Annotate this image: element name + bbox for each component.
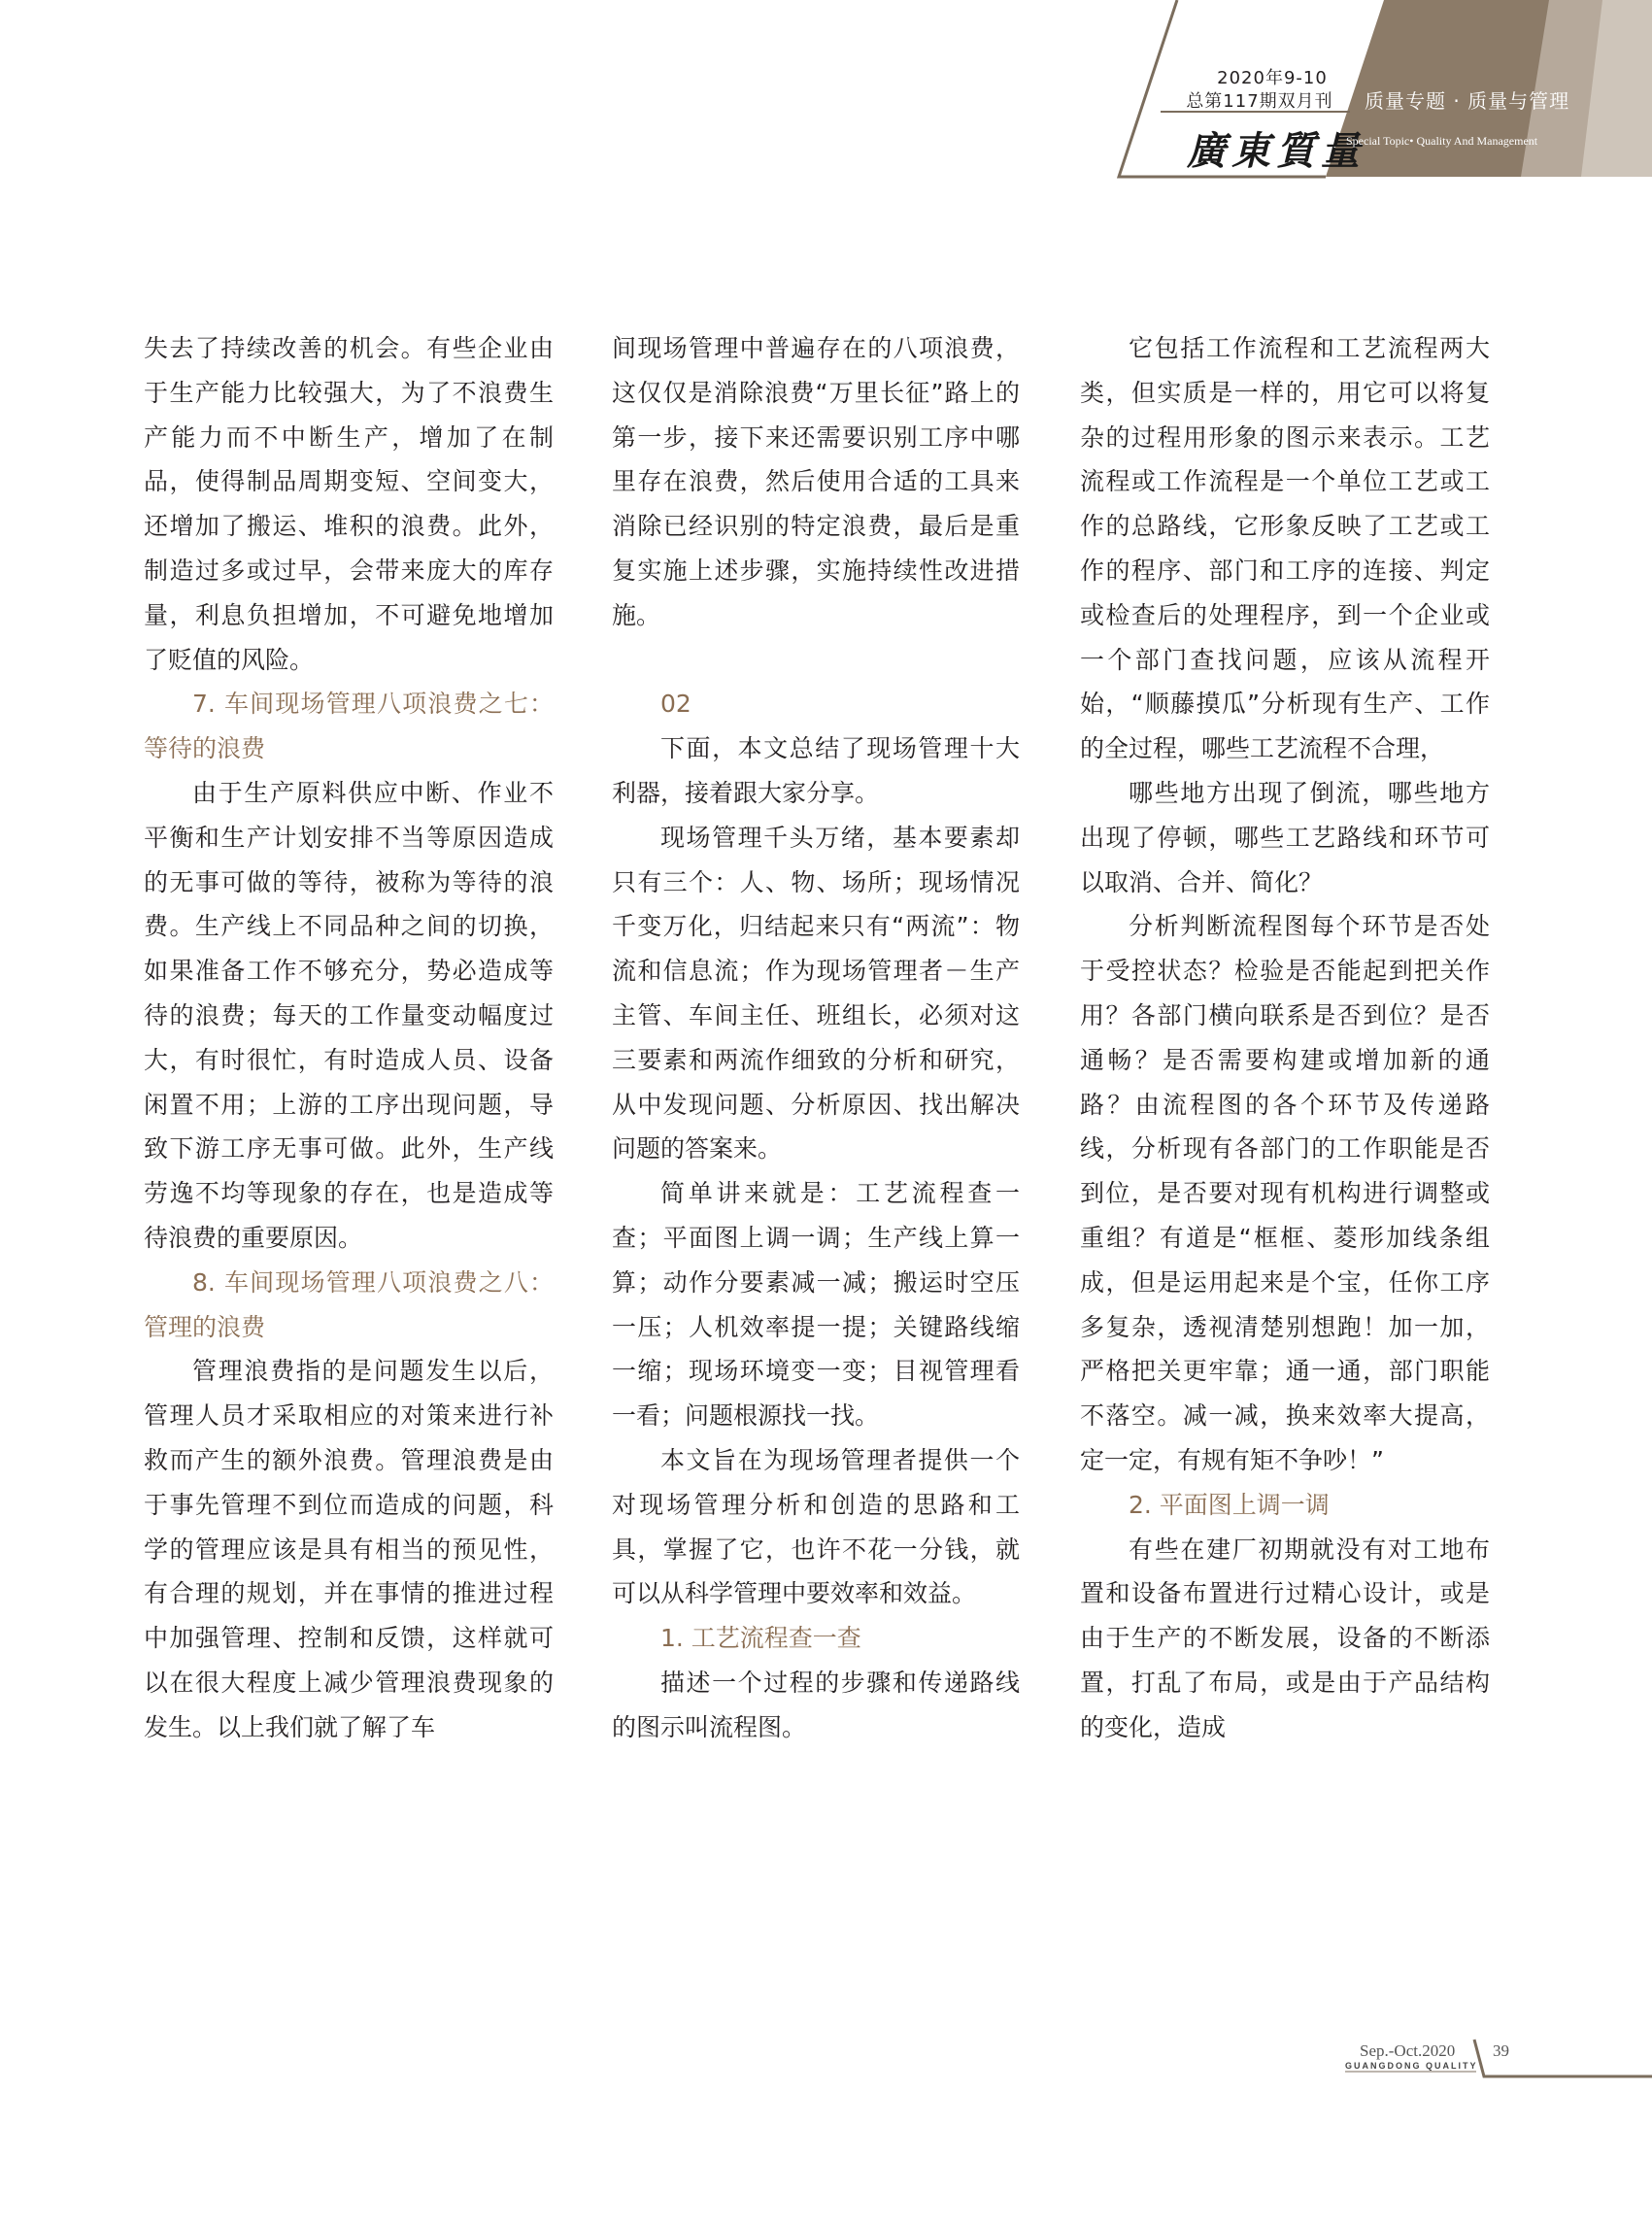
page-number: 39 xyxy=(1493,2041,1509,2060)
topic-title-cn: 质量专题 · 质量与管理 xyxy=(1365,89,1570,113)
paragraph: 失去了持续改善的机会。有些企业由于生产能力比较强大，为了不浪费生产能力而不中断生产，增加了在制品，使得制品周期变短、空间变大，还增加了搬运、堆积的浪费。此外，制造过多或过早，会带来庞大的库存量，利息负担增加，不可避免地增加了贬值的风险。 xyxy=(144,334,554,674)
paragraph: 哪些地方出现了倒流，哪些地方出现了停顿，哪些工艺路线和环节可以取消、合并、简化？ xyxy=(1080,778,1490,896)
section-heading: 1. 工艺流程查一查 xyxy=(660,1624,861,1653)
section-number: 02 xyxy=(660,690,691,719)
paragraph: 描述一个过程的步骤和传递路线的图示叫流程图。 xyxy=(612,1668,1020,1741)
section-heading: 2. 平面图上调一调 xyxy=(1129,1490,1330,1519)
footer-magazine-name: GUANGDONG QUALITY xyxy=(1345,2061,1478,2071)
paragraph: 下面，本文总结了现场管理十大利器，接着跟大家分享。 xyxy=(612,734,1020,807)
paragraph: 现场管理千头万绪，基本要素却只有三个：人、物、场所；现场情况千变万化，归结起来只有“两流”：物流和信息流；作为现场管理者－生产主管、车间主任、班组长，必须对这三要素和两流作细致的分析和研究，从中发现问题、分析原因、找出解决问题的答案来。 xyxy=(612,823,1020,1164)
issue-date: 2020年9-10 xyxy=(1217,68,1328,88)
paragraph: 分析判断流程图每个环节是否处于受控状态？检验是否能起到把关作用？各部门横向联系是否到位？是否通畅？是否需要构建或增加新的通路？由流程图的各个环节及传递路线，分析现有各部门的工作职能是否到位，是否要对现有机构进行调整或重组？有道是“框框、菱形加线条组成，但是运用起来是个宝，任你工序多复杂，透视清楚别想跑！加一加，严格把关更牢靠；通一通，部门职能不落空。减一减，换来效率大提高，定一定，有规有矩不争吵！” xyxy=(1080,912,1490,1474)
footer-issue-date: Sep.-Oct.2020 xyxy=(1360,2041,1456,2060)
paragraph: 简单讲来就是：工艺流程查一查；平面图上调一调；生产线上算一算；动作分要素减一减；搬运时空压一压；人机效率提一提；关键路线缩一缩；现场环境变一变；目视管理看一看；问题根源找一找。 xyxy=(612,1179,1020,1431)
text-column-1 xyxy=(144,326,554,1750)
paragraph: 管理浪费指的是问题发生以后，管理人员才采取相应的对策来进行补救而产生的额外浪费。管理浪费是由于事先管理不到位而造成的问题，科学的管理应该是具有相当的预见性，有合理的规划，并在事情的推进过程中加强管理、控制和反馈，这样就可以在很大程度上减少管理浪费现象的发生。以上我们就了解了车 xyxy=(144,1357,554,1741)
text-column-2 xyxy=(612,326,1020,1750)
topic-title-en: Special Topic• Quality And Management xyxy=(1346,134,1538,148)
magazine-logo: 廣東質量 xyxy=(1187,128,1365,174)
paragraph-spacer xyxy=(612,638,1020,683)
paragraph: 它包括工作流程和工艺流程两大类，但实质是一样的，用它可以将复杂的过程用形象的图示来表示。工艺流程或工作流程是一个单位工艺或工作的总路线，它形象反映了工艺或工作的程序、部门和工序的连接、判定或检查后的处理程序，到一个企业或一个部门查找问题，应该从流程开始，“顺藤摸瓜”分析现有生产、工作的全过程，哪些工艺流程不合理， xyxy=(1080,334,1490,763)
paragraph: 有些在建厂初期就没有对工地布置和设备布置进行过精心设计，或是由于生产的不断发展，设备的不断添置，打乱了布局，或是由于产品结构的变化，造成 xyxy=(1080,1535,1490,1741)
section-heading: 8. 车间现场管理八项浪费之八：管理的浪费 xyxy=(144,1267,554,1341)
text-column-3 xyxy=(1080,326,1490,1750)
issue-number: 总第117期双月刊 xyxy=(1186,91,1333,112)
section-heading: 7. 车间现场管理八项浪费之七：等待的浪费 xyxy=(144,690,554,763)
paragraph: 本文旨在为现场管理者提供一个对现场管理分析和创造的思路和工具，掌握了它，也许不花一分钱，就可以从科学管理中要效率和效益。 xyxy=(612,1445,1020,1608)
paragraph: 间现场管理中普遍存在的八项浪费，这仅仅是消除浪费“万里长征”路上的第一步，接下来还需要识别工序中哪里存在浪费，然后使用合适的工具来消除已经识别的特定浪费，最后是重复实施上述步骤，实施持续性改进措施。 xyxy=(612,334,1020,629)
paragraph: 由于生产原料供应中断、作业不平衡和生产计划安排不当等原因造成的无事可做的等待，被称为等待的浪费。生产线上不同品种之间的切换，如果准备工作不够充分，势必造成等待的浪费；每天的工作量变动幅度过大，有时很忙，有时造成人员、设备闲置不用；上游的工序出现问题，导致下游工序无事可做。此外，生产线劳逸不均等现象的存在，也是造成等待浪费的重要原因。 xyxy=(144,778,554,1252)
